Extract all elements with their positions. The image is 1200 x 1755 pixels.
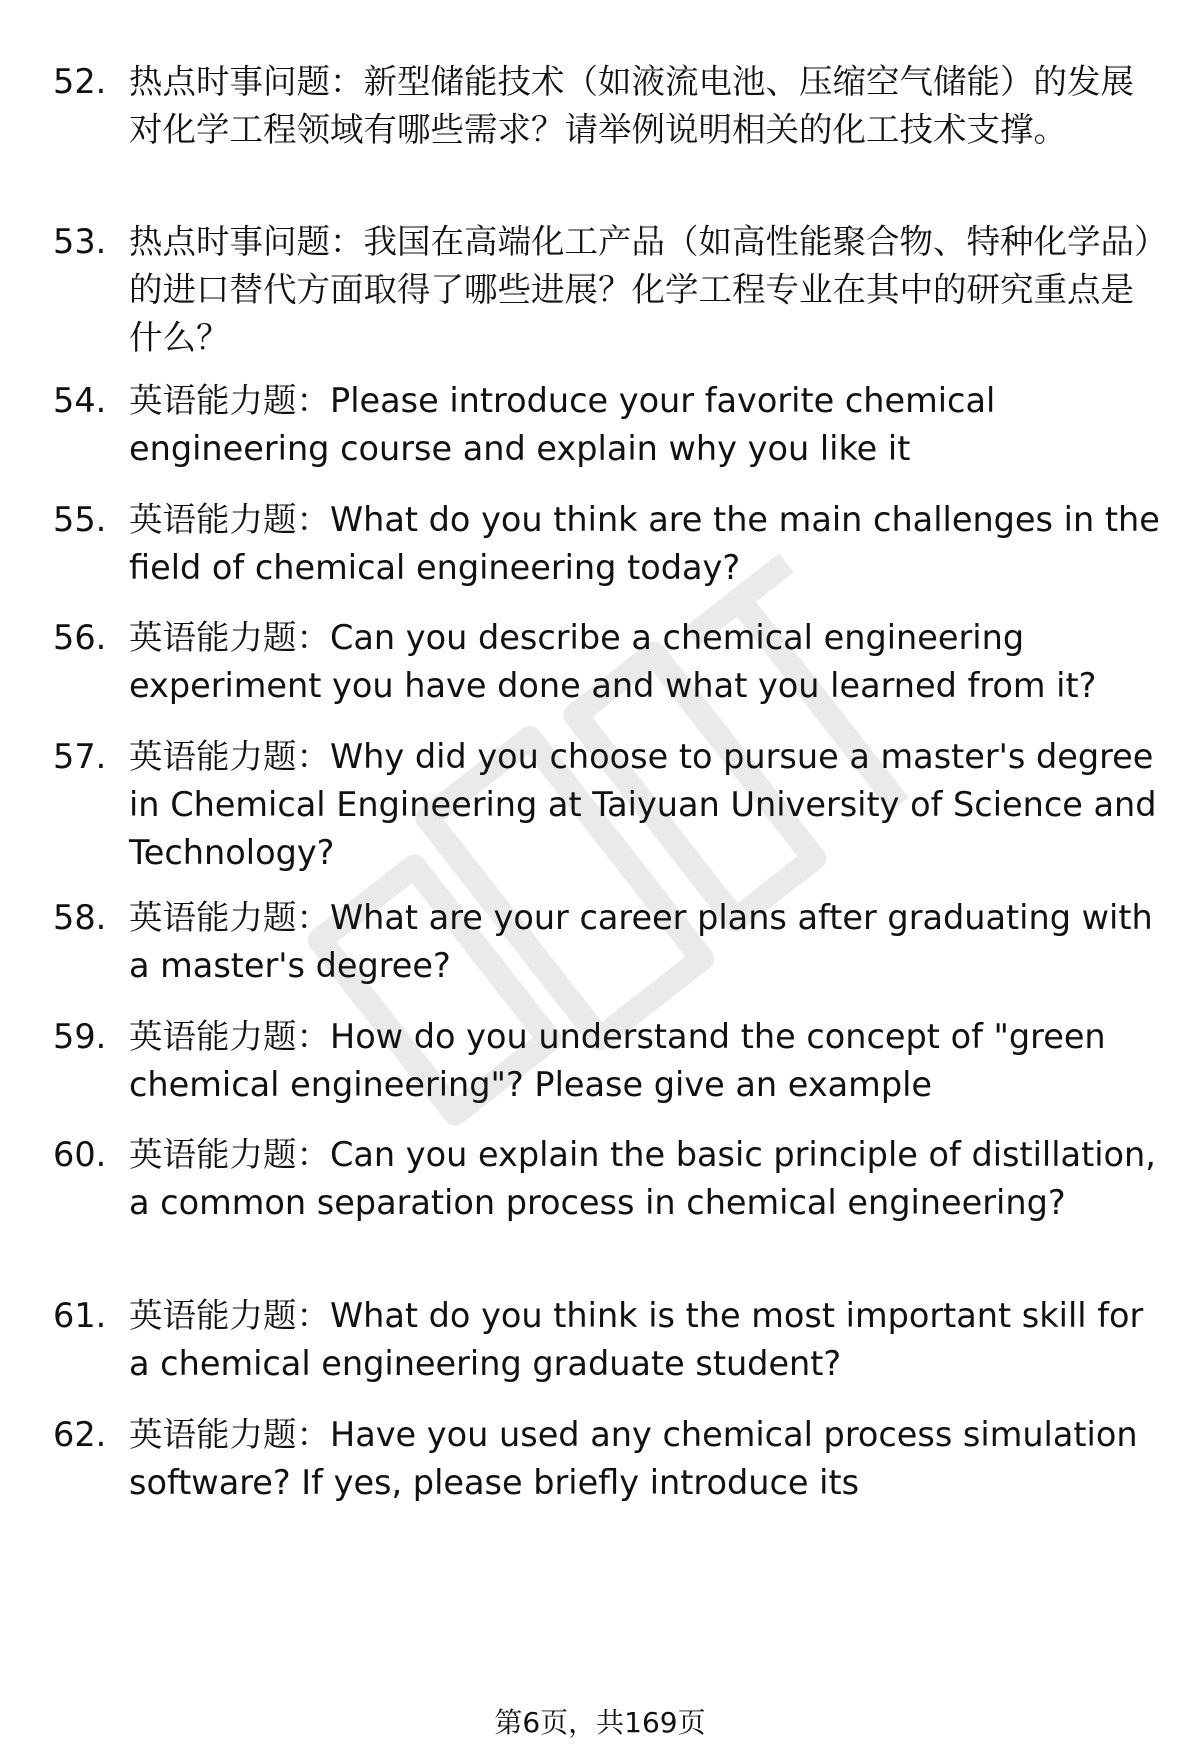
question-number: 59. <box>53 1017 107 1056</box>
question-53 <box>53 218 1163 362</box>
question-number: 56. <box>53 618 107 657</box>
question-number: 61. <box>53 1296 107 1335</box>
question-58 <box>53 894 1163 990</box>
question-57 <box>53 733 1163 877</box>
question-55 <box>53 496 1163 592</box>
question-number: 57. <box>53 737 107 776</box>
question-text: 英语能力题：Have you used any chemical process simulation software? If yes, please briefly introduce its <box>129 1415 1138 1502</box>
question-text: 热点时事问题：新型储能技术（如液流电池、压缩空气储能）的发展对化学工程领域有哪些需求？请举例说明相关的化工技术支撑。 <box>129 62 1134 149</box>
question-54 <box>53 377 1163 473</box>
question-text: 英语能力题：What do you think is the most important skill for a chemical engineering graduate student? <box>129 1296 1144 1383</box>
question-text: 英语能力题：Can you explain the basic principle of distillation, a common separation process in chemical engineering? <box>129 1135 1156 1222</box>
question-number: 54. <box>53 381 107 420</box>
question-text: 英语能力题：What are your career plans after graduating with a master's degree? <box>129 898 1153 985</box>
question-text: 英语能力题：Why did you choose to pursue a master's degree in Chemical Engineering at Taiyuan University of Science and Technology? <box>129 737 1157 872</box>
question-59 <box>53 1013 1163 1109</box>
question-52 <box>53 58 1163 154</box>
question-62 <box>53 1411 1163 1507</box>
question-text: 热点时事问题：我国在高端化工产品（如高性能聚合物、特种化学品）的进口替代方面取得了哪些进展？化学工程专业在其中的研究重点是什么？ <box>129 222 1151 357</box>
question-text: 英语能力题：Can you describe a chemical engineering experiment you have done and what you learned from it? <box>129 618 1097 705</box>
question-number: 60. <box>53 1135 107 1174</box>
question-number: 55. <box>53 500 107 539</box>
question-text: 英语能力题：What do you think are the main challenges in the field of chemical engineering today? <box>129 500 1160 587</box>
question-text: 英语能力题：Please introduce your favorite chemical engineering course and explain why you like it <box>129 381 996 468</box>
question-60 <box>53 1131 1163 1227</box>
question-number: 62. <box>53 1415 107 1454</box>
page-number-footer: 第6页，共169页 <box>494 1706 706 1739</box>
question-56 <box>53 614 1163 710</box>
question-number: 52. <box>53 62 107 101</box>
question-number: 53. <box>53 222 107 261</box>
question-text: 英语能力题：How do you understand the concept of "green chemical engineering"? Please give an example <box>129 1017 1106 1104</box>
question-61 <box>53 1292 1163 1388</box>
question-number: 58. <box>53 898 107 937</box>
